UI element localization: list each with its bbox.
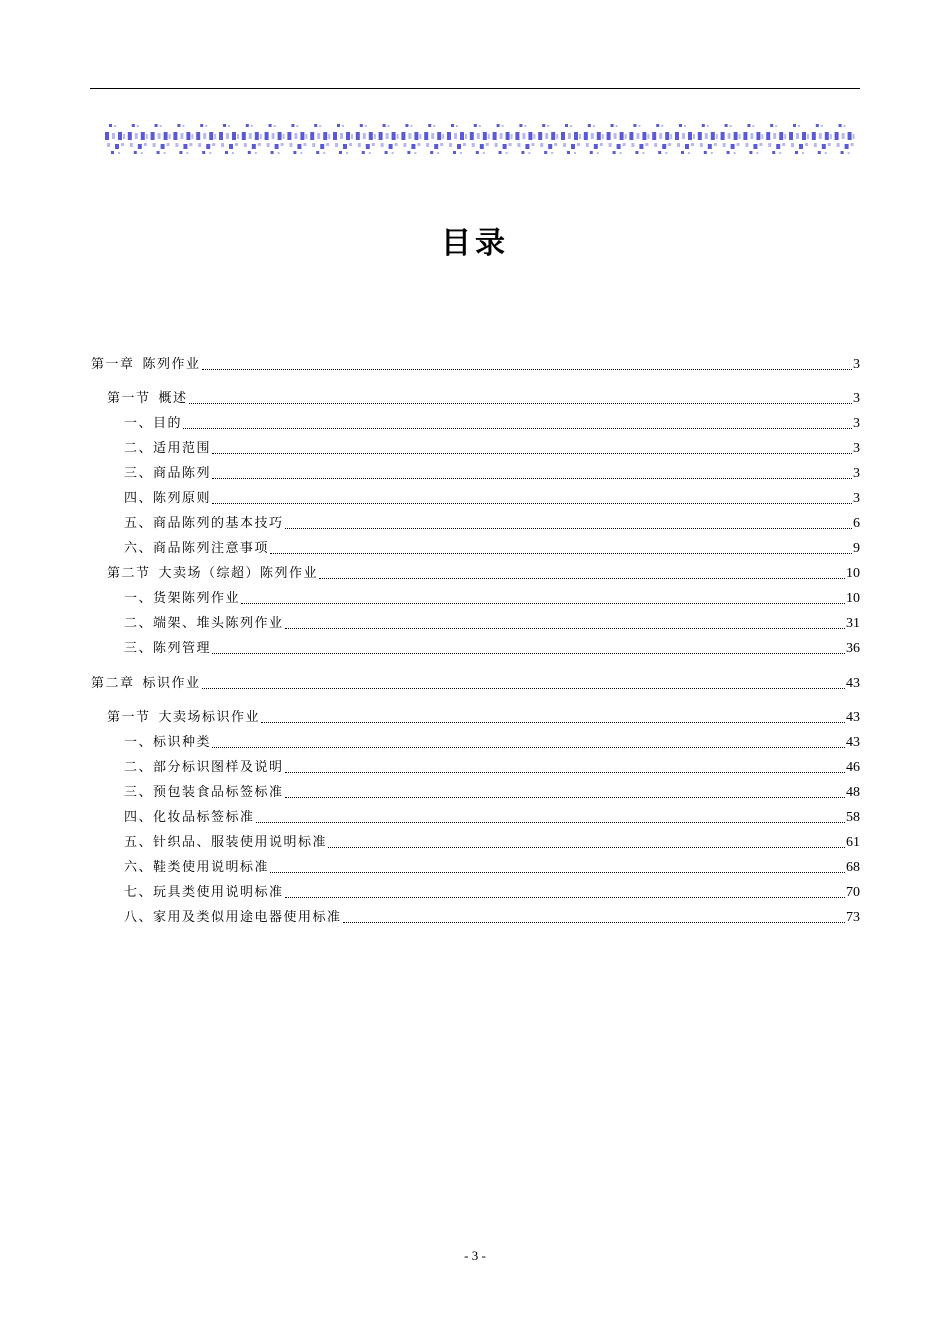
toc-entry-page: 70 [846,885,860,900]
toc-entry-number: 二、 [124,616,154,631]
toc-entry-page: 10 [846,591,860,606]
toc-entry-number: 四、 [124,810,154,825]
toc-entry[interactable] [0,675,860,693]
dot-leader [212,503,852,504]
toc-entry-number: 一、 [124,416,154,431]
toc-entry-label [124,465,211,483]
toc-entry-page: 36 [846,641,860,656]
dot-leader [261,722,845,723]
toc-entry-number: 五、 [124,516,154,531]
toc-entry-text: 大卖场标识作业 [158,710,261,725]
toc-entry-page: 46 [846,760,860,775]
toc-entry-number: 五、 [124,835,154,850]
toc-entry-text: 陈列管理 [153,641,212,656]
toc-entry-label [124,884,284,902]
toc-entry-text: 家用及类似用途电器使用标准 [153,910,342,925]
dot-leader [285,897,845,898]
toc-entry[interactable] [0,515,860,533]
toc-entry[interactable] [0,565,860,583]
toc-entry[interactable] [0,859,860,877]
toc-entry-label [124,834,327,852]
toc-entry-number: 七、 [124,885,154,900]
toc-entry[interactable] [0,615,860,633]
toc-entry-text: 商品陈列注意事项 [153,541,270,556]
page-title: 目录 [441,226,509,261]
toc-entry-text: 陈列原则 [153,491,212,506]
toc-entry-text: 端架、堆头陈列作业 [153,616,284,631]
toc-entry[interactable] [0,909,860,927]
dot-leader [270,872,845,873]
toc-entry-page: 10 [846,566,860,581]
dot-leader [212,453,852,454]
toc-entry-text: 针织品、服装使用说明标准 [153,835,328,850]
toc-entry-number: 三、 [124,785,154,800]
header-rule [90,88,860,89]
toc-entry-label [124,615,284,633]
dot-leader [319,578,845,579]
dot-leader [285,528,852,529]
toc-entry-label [107,565,318,583]
toc-entry-label [107,390,188,408]
toc-entry-label [124,440,211,458]
toc-entry[interactable] [0,490,860,508]
toc-entry-number: 第一节 [107,391,151,406]
dot-leader [202,688,845,689]
toc-entry-number: 三、 [124,466,154,481]
toc-entry-page: 31 [846,616,860,631]
toc-entry[interactable] [0,709,860,727]
toc-entry-number: 六、 [124,541,154,556]
toc-entry-text: 预包装食品标签标准 [153,785,284,800]
toc-entry-label [124,540,269,558]
dot-leader [212,653,845,654]
toc-entry-label [124,515,284,533]
toc-entry-text: 适用范围 [153,441,212,456]
toc-entry-number: 二、 [124,441,154,456]
toc-entry-label [124,415,182,433]
toc-entry-label [124,859,269,877]
decorative-banner [104,123,856,157]
toc-entry-page: 3 [853,357,860,372]
toc-entry-text: 标识种类 [153,735,212,750]
toc-entry[interactable] [0,465,860,483]
toc-entry-number: 三、 [124,641,154,656]
toc-entry-text: 概述 [158,391,188,406]
toc-entry-label [124,640,211,658]
toc-entry-text: 玩具类使用说明标准 [153,885,284,900]
toc-entry-page: 58 [846,810,860,825]
dot-leader [328,847,845,848]
toc-entry-number: 六、 [124,860,154,875]
toc-entry-label [91,356,201,374]
toc-entry[interactable] [0,590,860,608]
toc-entry-page: 43 [846,676,860,691]
toc-entry-page: 3 [853,491,860,506]
toc-entry-page: 6 [853,516,860,531]
toc-entry-text: 化妆品标签标准 [153,810,255,825]
toc-entry-page: 3 [853,391,860,406]
toc-entry-text: 标识作业 [142,676,201,691]
toc-entry[interactable] [0,415,860,433]
toc-entry-label [124,784,284,802]
toc-entry-text: 鞋类使用说明标准 [153,860,270,875]
toc-entry-label [91,675,201,693]
toc-entry-page: 3 [853,416,860,431]
toc-entry-label [124,734,211,752]
toc-entry[interactable] [0,540,860,558]
toc-entry-text: 目的 [153,416,183,431]
dot-leader [189,403,852,404]
toc-entry-label [124,490,211,508]
toc-entry-label [107,709,260,727]
dot-leader [285,772,845,773]
toc-entry-text: 商品陈列的基本技巧 [153,516,284,531]
toc-entry[interactable] [0,884,860,902]
toc-entry[interactable] [0,640,860,658]
dot-leader [343,922,845,923]
toc-entry-label [124,590,240,608]
toc-entry-text: 陈列作业 [142,357,201,372]
toc-entry-page: 3 [853,466,860,481]
dot-leader [285,628,845,629]
toc-entry-text: 大卖场（综超）陈列作业 [158,566,319,581]
dot-leader [256,822,845,823]
dot-leader [285,797,845,798]
toc-entry-page: 43 [846,710,860,725]
toc-entry-page: 68 [846,860,860,875]
toc-entry-text: 部分标识图样及说明 [153,760,284,775]
toc-entry-page: 48 [846,785,860,800]
dot-leader [202,369,852,370]
toc-entry[interactable] [0,390,860,408]
toc-entry[interactable] [0,809,860,827]
toc-entry[interactable] [0,356,860,374]
toc-entry-number: 二、 [124,760,154,775]
toc-entry[interactable] [0,734,860,752]
toc-entry-page: 73 [846,910,860,925]
toc-entry-number: 第一章 [91,357,135,372]
toc-entry-page: 3 [853,441,860,456]
toc-entry[interactable] [0,784,860,802]
toc-entry-number: 八、 [124,910,154,925]
toc-entry-page: 43 [846,735,860,750]
dot-leader [212,478,852,479]
toc-entry-page: 61 [846,835,860,850]
toc-entry-number: 第二节 [107,566,151,581]
toc-entry-page: 9 [853,541,860,556]
toc-entry-number: 第一节 [107,710,151,725]
dot-leader [183,428,852,429]
dot-leader [270,553,852,554]
toc-entry[interactable] [0,440,860,458]
toc-entry-label [124,909,342,927]
dot-leader [241,603,845,604]
toc-entry-text: 货架陈列作业 [153,591,241,606]
toc-entry-number: 四、 [124,491,154,506]
toc-entry-number: 第二章 [91,676,135,691]
toc-entry-number: 一、 [124,735,154,750]
toc-entry-text: 商品陈列 [153,466,212,481]
toc-entry[interactable] [0,759,860,777]
page-number: - 3 - [464,1248,486,1263]
toc-entry-number: 一、 [124,591,154,606]
toc-entry[interactable] [0,834,860,852]
toc-entry-label [124,809,255,827]
dot-leader [212,747,845,748]
toc-entry-label [124,759,284,777]
